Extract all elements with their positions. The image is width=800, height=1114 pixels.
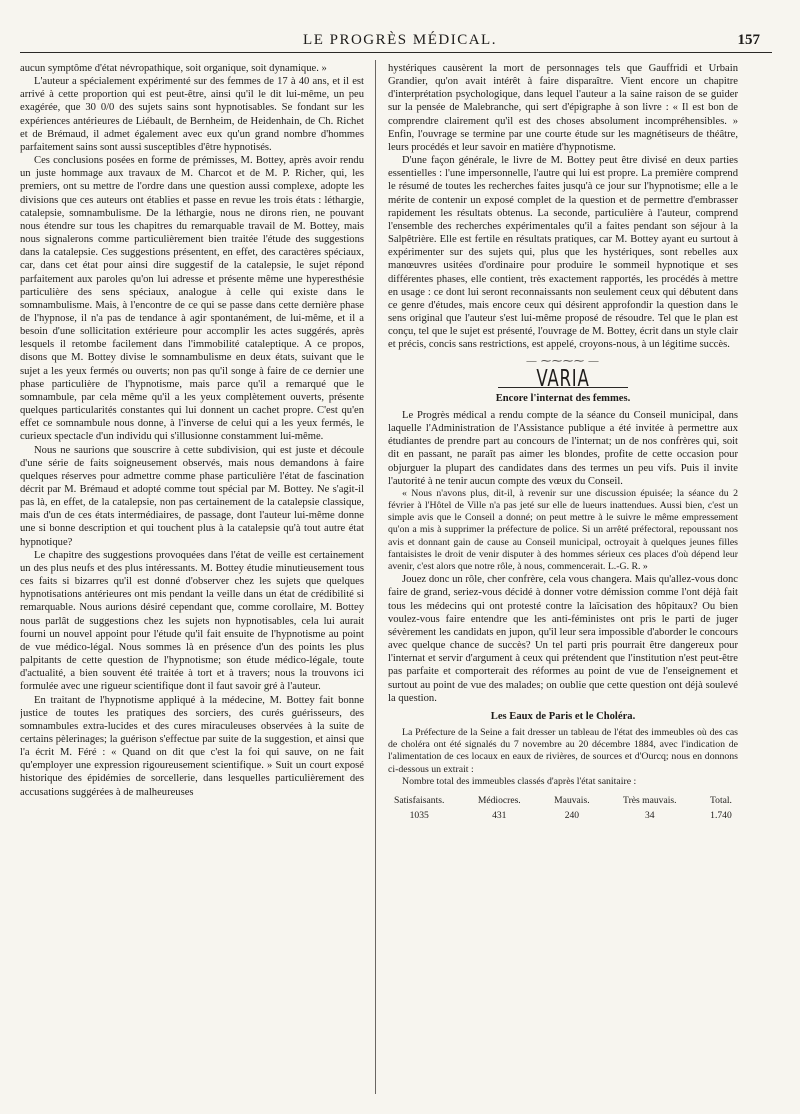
left-column [20, 62, 364, 1100]
section-eaux-body [388, 727, 738, 788]
stat-value: 34 [644, 810, 655, 822]
stat-cell [394, 794, 444, 822]
paragraph: Nombre total des immeubles classés d'après l'état sanitaire : [402, 775, 637, 787]
page-number: 157 [737, 32, 760, 48]
stat-value: 431 [492, 810, 507, 822]
paragraph: Nous ne saurions que souscrire à cette subdivision, qui est juste et découle d'une série de faits soigneusement observés, mais nous demandons à faire quelques réserves pour admettre comme phase particulière l'état de fascination décrit par M. Brémaud et adopté comme tout spécial par M. Bottey. Ne s'agit-il pas là, en effet, de la catalepsie, non pas certainement de la catalepsie classique, mais d'un de ces états intermédiaires, de passage, dont l'auteur lui-même donne une si bonne description et qui touchent plus à la catalepsie qu'à tout autre état hypnotique? [20, 444, 364, 548]
right-column-body [388, 62, 738, 351]
stat-cell [478, 794, 521, 822]
paragraph: D'une façon générale, le livre de M. Bottey peut être divisé en deux parties essentielles : l'une impersonnelle, l'autre qui lui est propre. La première comprend le résumé de toutes les recherches faites jusqu'à ce jour sur l'hypnotisme; elle a le mérite de contenir un exposé complet de la question et de permettre d'embrasser rapidement les résultats obtenus. La seconde, particulière à l'auteur, comprend l'ensemble des recherches expérimentales qu'il a faites pendant son séjour à la Salpêtrière. Elle est fertile en résultats pratiques, car M. Bottey ayant eu surtout à expérimenter sur des sujets qui, plus que les hystériques, sont rebelles aux manœuvres usitées d'ordinaire pour produire le sommeil hypnotique et ses différentes phases, elle contient, très exactement rapportés, les procédés à mettre en usage : ce dont lui seront reconnaissants non seulement ceux qui débutent dans ce genre d'études, mais encore ceux qui désirent approfondir la question dans le sens original que l'auteur s'est lui-même proposé de résoudre. Tel que le plan est conçu, tel que le sujet est présenté, l'ouvrage de M. Bottey, écrit dans un style clair et précis, concis sans restrictions, est appelé, croyons-nous, à un légitime succès. [388, 155, 738, 351]
stat-cell [554, 794, 589, 822]
section-title-eaux: Les Eaux de Paris et le Choléra. [490, 710, 636, 722]
paragraph: Jouez donc un rôle, cher confrère, cela vous changera. Mais qu'allez-vous donc faire de grand, seriez-vous décidé à donner votre démission comme l'ont déjà fait tous les médecins qui ont protesté contre la laïcisation des hôpitaux? Ou bien voulez-vous faire entendre que les anti-féministes ont pris le parti de juger sévèrement les candidats en jupon, qu'il leur sera impossible d'aborder le concours avec quelque chance de succès? Un tel parti pris pourrait être dangereux pour l'internat et servir d'argument à ceux qui prétendent que l'institution n'est peut-être pas parfaite et comporterait des réformes au point de vue de l'enseignement et surtout au point de vue des malades; on oublie que cette question ont déjà soulevé la question. [388, 574, 738, 704]
stat-label: Mauvais. [554, 795, 590, 806]
paragraph: En traitant de l'hypnotisme appliqué à la médecine, M. Bottey fait bonne justice de toutes les pratiques des sorciers, des curés guérisseurs, des somnambules extra-lucides et des cures miraculeuses observées à la suite de certains pèlerinages; la guérison s'effectue par suite de la suggestion, et ainsi que l'a écrit M. Féré : « Quand on dit que c'est la foi qui sauve, on ne fait qu'employer une expression rigoureusement scientifique. » Suit un court exposé historique des épidémies de sorcellerie, dans lesquelles particulièrement des accusations suggérées à de malheureuses [20, 694, 364, 798]
section-ornament: — ⁓⁓⁓⁓ — [526, 356, 600, 368]
section-title-internat: Encore l'internat des femmes. [495, 392, 631, 404]
stat-value: 240 [564, 810, 580, 822]
paragraph: La Préfecture de la Seine a fait dresser un tableau de l'état des immeubles où des cas de choléra ont été signalés du 7 novembre au 20 décembre 1884, avec l'indication de l'alimentation de ces locaux en eaux de rivières, de sources et d'Ourcq; nous en donnons ci-dessous un extrait : [388, 726, 738, 775]
sanitary-stats-table [388, 794, 738, 822]
paragraph: hystériques causèrent la mort de personnages tels que Gauffridi et Urbain Grandier, qu'on avait intérêt à faire disparaître. Vient encore un chapitre d'interprétation psychologique, dans lequel l'auteur a la saine raison de se guider sur la pensée de Malebranche, qui sert d'épigraphe à son livre : « Il est bon de comprendre clairement qu'il est des choses absolument incompréhensibles. » Enfin, l'ouvrage se termine par une courte étude sur les magnétiseurs de théâtre, leurs procédés et leur savoir en matière d'hypnotisme. [388, 63, 738, 153]
running-head [0, 0, 800, 56]
varia-heading: VARIA [536, 365, 590, 392]
stat-label: Médiocres. [477, 795, 521, 806]
paragraph: Le Progrès médical a rendu compte de la séance du Conseil municipal, dans laquelle l'Administration de l'Assistance publique a été invitée à permettre aux étudiantes de prendre part au concours de l'internat; un de nos confrères qui, soit dit en passant, ne paraît pas aimer les blondes, profite de cette occasion pour objurguer la plupart des candidates dans des termes un peu vifs. Puis il invite l'autorité à ne tenir aucun compte des vœux du Conseil. [388, 409, 738, 487]
paragraph: aucun symptôme d'état névropathique, soit organique, soit dynamique. » [20, 63, 327, 74]
paragraph: L'auteur a spécialement expérimenté sur des femmes de 17 à 40 ans, et il est arrivé à cette proportion qui est peut-être, ainsi qu'il le dit lui-même, un peu exagérée, que 30 0/0 des sujets sains sont hypnotisables. Se fondant sur les expériences antérieures de Liébault, de Bernheim, de Heidenhain, de Ch. Richet et de Brémaud, il admet également avec eux qu'un grand nombre d'hommes parfaitement sains sont aussi susceptibles d'être hypnotisés. [20, 76, 364, 153]
stat-label: Total. [709, 795, 732, 806]
stat-label: Très mauvais. [623, 795, 677, 806]
stat-cell [710, 794, 732, 822]
stat-cell [623, 794, 676, 822]
column-divider [375, 60, 376, 1094]
stat-value: 1035 [409, 810, 429, 822]
journal-title: LE PROGRÈS MÉDICAL. [303, 32, 497, 48]
paragraph: « Nous n'avons plus, dit-il, à revenir sur une discussion épuisée; la séance du 2 février à l'Hôtel de Ville n'a pas jeté sur elle de lueurs inattendues. Aussi bien, c'est un simple avis que le Conseil a donné; on peut mettre à le suivre le même empressement qu'on a mis à supprimer la préfecture de police. Si un arrêté préfectoral, repoussant nos avis et donnant gain de cause au Conseil municipal, octroyait à quelques jeunes filles fantaisistes le droit de venir disputer à des hommes sérieux ces places d'où dépend leur avenir, c'est alors que notre rôle, à nous, commencerait. L.-G. R. » [388, 487, 738, 573]
paragraph: Ces conclusions posées en forme de prémisses, M. Bottey, après avoir rendu un juste hommage aux travaux de M. Charcot et de M. P. Richer, qui, les premiers, ont su mettre de l'ordre dans une question aussi complexe, adopte les divisions que ces auteurs ont établies et passe en revue les trois états : léthargie, catalepsie, somnambulisme. De la léthargie, nous ne dirons rien, ne pouvant nous étendre sur tous les chapitres du remarquable travail de M. Bottey, mais nous signalerons comme particulièrement bien traitée l'étude des suggestions dans la catalepsie. Ces suggestions présentent, en effet, des caractères spéciaux, car, dans cet état pour ainsi dire suggestif de la catalepsie, le sujet répond parfaitement aux paroles qu'on lui adresse et présente même une hyperesthésie particulière des sens spéciaux, analogue à celle qui existe dans le somnambulisme. Mais, à l'encontre de ce qui se passe dans cette dernière phase de l'hypnose, il n'a pas de tendance à agir spontanément, de lui-même, et il a besoin d'une sollicitation extérieure pour accomplir les actes suggérés, après lesquels il retombe facilement dans l'immobilité cataleptique. A ce propos, disons que M. Bottey divise le somnambulisme en deux états, suivant que le sujet a les yeux fermés ou ouverts; non pas qu'il songe à faire de ce dernier une phase particulière de l'hypnotisme, mais parce qu'il a remarqué que le somnambule, par cela même qu'il a les yeux complètement ouverts, présente quelques particularités constantes qui lui donnent un cachet propre. C'est qu'en effet ce somnambule nous donne, à l'inverse de celui qui a les yeux fermés, le curieux spectacle d'un individu qui s'illusionne constamment lui-même. [20, 155, 364, 443]
header-rule [20, 52, 772, 53]
right-column [388, 62, 738, 1100]
stat-label: Satisfaisants. [394, 795, 445, 806]
section-internat-body [388, 409, 738, 705]
paragraph: Le chapitre des suggestions provoquées dans l'état de veille est certainement un des plus neufs et des plus intéressants. M. Bottey étudie minutieusement tous ces faits si bizarres qu'il est donné d'observer chez les sujets que quelques hypnotisations antérieures ont mis pendant la veille dans un état de crédibilité si remarquable. Nous aurions désiré cependant que, comme corollaire, M. Bottey nous parlât de suggestions chez les sujets non hypnotisables, cela lui aurait fourni un nouvel appoint pour l'étude qu'il fait ensuite de l'hypnotisme au point de vue médico-légal. Nous sommes là en présence d'un des points les plus palpitants de cette question de l'hypnotisme; son étude médico-légale, toute d'actualité, a bien souvent été traitée à tort et à travers; nous la trouvons ici formulée avec une rigueur scientifique dont il faut savoir gré à l'auteur. [20, 549, 364, 693]
stat-value: 1.740 [710, 810, 732, 822]
